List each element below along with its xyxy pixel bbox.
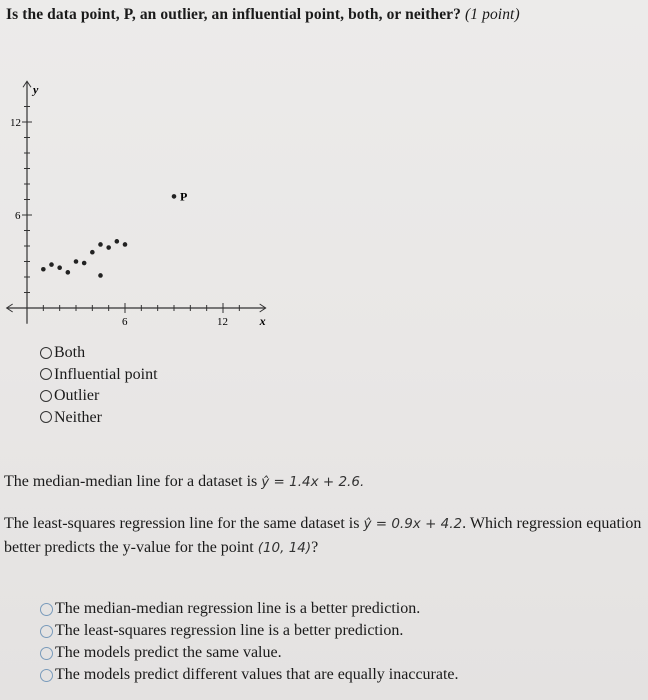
option-equally-inaccurate[interactable] <box>40 664 459 686</box>
least-squares-equation: ŷ = 0.9x + 4.2 <box>363 516 463 532</box>
radio-icon[interactable] <box>40 390 52 402</box>
plot-points <box>41 194 176 278</box>
question-3 <box>4 512 644 560</box>
data-point <box>90 250 95 255</box>
data-point <box>115 239 120 244</box>
data-point <box>98 273 103 278</box>
question-3-options <box>40 598 459 686</box>
data-point <box>41 267 46 272</box>
option-label: The models predict the same value. <box>55 644 282 661</box>
plot-ticks <box>22 107 239 314</box>
question-3-text-a: The least-squares regression line for the same dataset is <box>4 515 360 532</box>
question-2 <box>4 473 644 491</box>
y-tick-label-6: 6 <box>15 210 21 222</box>
question-1-text: Is the data point, P, an outlier, an influential point, both, or neither? <box>6 6 462 23</box>
radio-icon[interactable] <box>40 347 52 359</box>
radio-icon[interactable] <box>40 625 53 638</box>
data-point <box>57 265 62 270</box>
data-point <box>98 242 103 247</box>
x-tick-label-12: 12 <box>217 316 228 328</box>
scatter-plot <box>0 55 300 335</box>
question-3-point: (10, 14) <box>257 540 312 556</box>
option-neither[interactable] <box>40 407 158 429</box>
data-point <box>74 259 79 264</box>
option-label: The median-median regression line is a better prediction. <box>55 600 421 617</box>
question-1-options <box>40 342 158 428</box>
option-label: The least-squares regression line is a better prediction. <box>55 622 404 639</box>
radio-icon[interactable] <box>40 368 52 380</box>
radio-icon[interactable] <box>40 669 53 682</box>
data-point <box>66 270 71 275</box>
x-tick-label-6: 6 <box>122 316 128 328</box>
y-tick-label-12: 12 <box>10 117 21 129</box>
question-1-points: (1 point) <box>465 6 520 23</box>
option-least-squares-better[interactable] <box>40 620 459 642</box>
option-label: The models predict different values that are equally inaccurate. <box>55 666 459 683</box>
radio-icon[interactable] <box>40 411 52 423</box>
question-1 <box>6 6 642 24</box>
x-axis-label: x <box>259 314 266 328</box>
option-label: Outlier <box>54 387 100 404</box>
plot-axes <box>7 81 266 324</box>
option-outlier[interactable] <box>40 385 158 407</box>
question-3-text-b: . Which regression equation better predicts the y-value for the point <box>4 515 642 556</box>
option-influential-point[interactable] <box>40 364 158 386</box>
point-p-label: P <box>180 189 188 204</box>
data-point <box>172 194 177 199</box>
y-axis-label: y <box>33 82 39 97</box>
data-point <box>82 261 87 266</box>
radio-icon[interactable] <box>40 647 53 660</box>
question-3-text-c: ? <box>311 539 319 556</box>
option-same-value[interactable] <box>40 642 459 664</box>
radio-icon[interactable] <box>40 603 53 616</box>
option-both[interactable] <box>40 342 158 364</box>
option-median-median-better[interactable] <box>40 598 459 620</box>
median-median-equation: ŷ = 1.4x + 2.6. <box>261 474 365 490</box>
data-point <box>49 262 54 267</box>
option-label: Influential point <box>54 365 158 383</box>
option-label: Neither <box>54 408 102 426</box>
question-2-text: The median-median line for a dataset is <box>4 473 258 490</box>
data-point <box>123 242 128 247</box>
option-label: Both <box>54 344 86 361</box>
data-point <box>106 245 111 250</box>
